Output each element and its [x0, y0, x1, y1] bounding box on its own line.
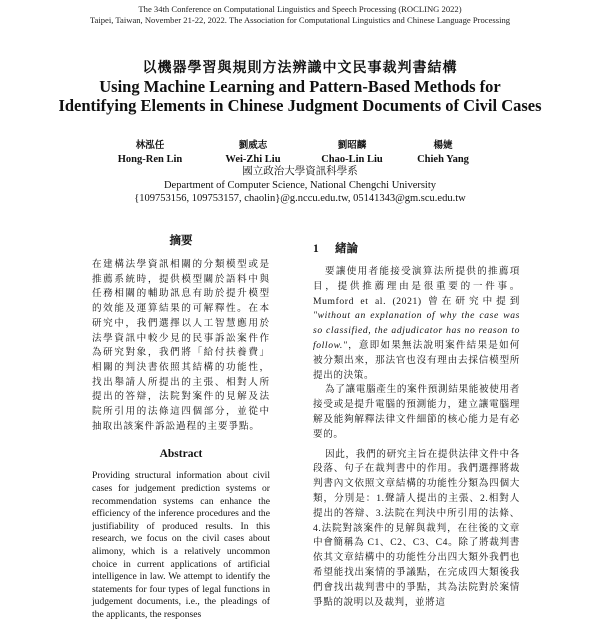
right-column [313, 240, 520, 610]
intro-paragraph-1: 要讓使用者能接受演算法所提供的推薦項目，提供推薦理由是很重要的一件事。Mumford et al. (2021) 曾在研究中提到 "without an explanation of why the case was so classified, the adjudicator has no reason to follow."，意即如果無法說明案件結果是如何被分類出來，那法官也沒有理由去採信模型所提出的決策。 [313, 266, 520, 381]
conference-line-1: The 34th Conference on Computational Linguistics and Speech Processing (ROCLING 2022) [138, 4, 462, 14]
author-2 [218, 139, 288, 167]
affiliation-en: Department of Computer Science, National Chengchi University [163, 180, 437, 191]
abstract-zh-heading: 摘要 [169, 235, 193, 247]
author-2-zh: 劉威志 [238, 141, 268, 151]
author-3-en: Chao-Lin Liu [321, 154, 383, 165]
title-chinese: 以機器學習與規則方法辨識中文民事裁判書結構 [142, 61, 458, 76]
intro-section-title: 緒論 [335, 243, 358, 255]
author-4-zh: 楊婕 [433, 141, 453, 151]
author-1-en: Hong-Ren Lin [117, 154, 183, 165]
conference-line-2: Taipei, Taiwan, November 21-22, 2022. The Association for Computational Linguistics and Chinese Language Processing [89, 15, 511, 25]
abstract-en-text: Providing structural information about civil cases for judgement prediction systems or recommendation systems can enhance the efficiency of the inference procedures and the justifiability of produced results. In this research, we focus on the civil cases about alimony, which is a relatively uncommon choice in current applications of artificial intelligence in law. We attempt to identify the statements for four types of legal functions in judgement documents, i.e., the pleadings of the applicants, the responses [92, 470, 270, 620]
abstract-en-heading: Abstract [159, 448, 203, 461]
intro-section-number: 1 [313, 243, 319, 255]
mumford-quote: "without an explanation of why the case was so classified, the adjudicator has no reason to follow." [313, 310, 520, 351]
author-3-zh: 劉昭麟 [337, 141, 367, 151]
title-english-line-2: Identifying Elements in Chinese Judgment Documents of Civil Cases [58, 96, 542, 115]
intro-heading [313, 240, 520, 256]
author-4 [408, 139, 478, 167]
intro-paragraph-2: 為了讓電腦產生的案件預測結果能被使用者接受或是提升電腦的預測能力，建立讓電腦理解及能夠解釋法律文件細節的核心能力是有必要的。 [313, 384, 520, 440]
author-1 [115, 139, 185, 167]
abstract-zh-text: 在建構法學資訊相關的分類模型或是推薦系統時，提供模型關於語料中與任務相關的輔助訊息有助於提升模型的效能及運算結果的可解釋性。在本研究中，我們選擇以人工智慧應用於法學資訊中較少見的民事訴訟案件作為研究對象，我們將「給付扶養費」相關的判決書依照其結構的功能性，找出舉請人所提出的主張、相對人所提出的答辯，法院對案件的見解及法院所引用的法條這四個部分，並從中抽取出該案件訴訟過程的主要爭點。 [92, 259, 270, 432]
author-3 [312, 139, 392, 167]
author-2-en: Wei-Zhi Liu [225, 154, 281, 165]
author-4-en: Chieh Yang [417, 154, 469, 165]
intro-paragraph-3: 因此，我們的研究主旨在提供法律文件中各段落、句子在裁判書中的作用。我們選擇將裁判書內文依照文章結構的功能性分類為四個大類，分別是：1.聲請人提出的主張、2.相對人提出的答辯、3.法院在判決中所引用的法條、4.法院對該案件的見解與裁判，在往後的文章中會簡稱為 C1、C2、C3、C4。除了將裁判書依其文章結構中的功能性分出四大類外我們也希望能找出案情的爭議點，在完成四大類後我們會找出裁判書中的爭點，其為法院對於案情爭點的說明以及裁判，並將這 [313, 448, 520, 608]
title-english-line-1: Using Machine Learning and Pattern-Based Methods for [99, 77, 501, 96]
author-emails: {109753156, 109753157, chaolin}@g.nccu.edu.tw, 05141343@gm.scu.edu.tw [134, 193, 466, 204]
author-1-zh: 林泓任 [135, 141, 165, 151]
left-column [92, 232, 270, 622]
affiliation-zh: 國立政治大學資訊科學系 [242, 166, 358, 177]
